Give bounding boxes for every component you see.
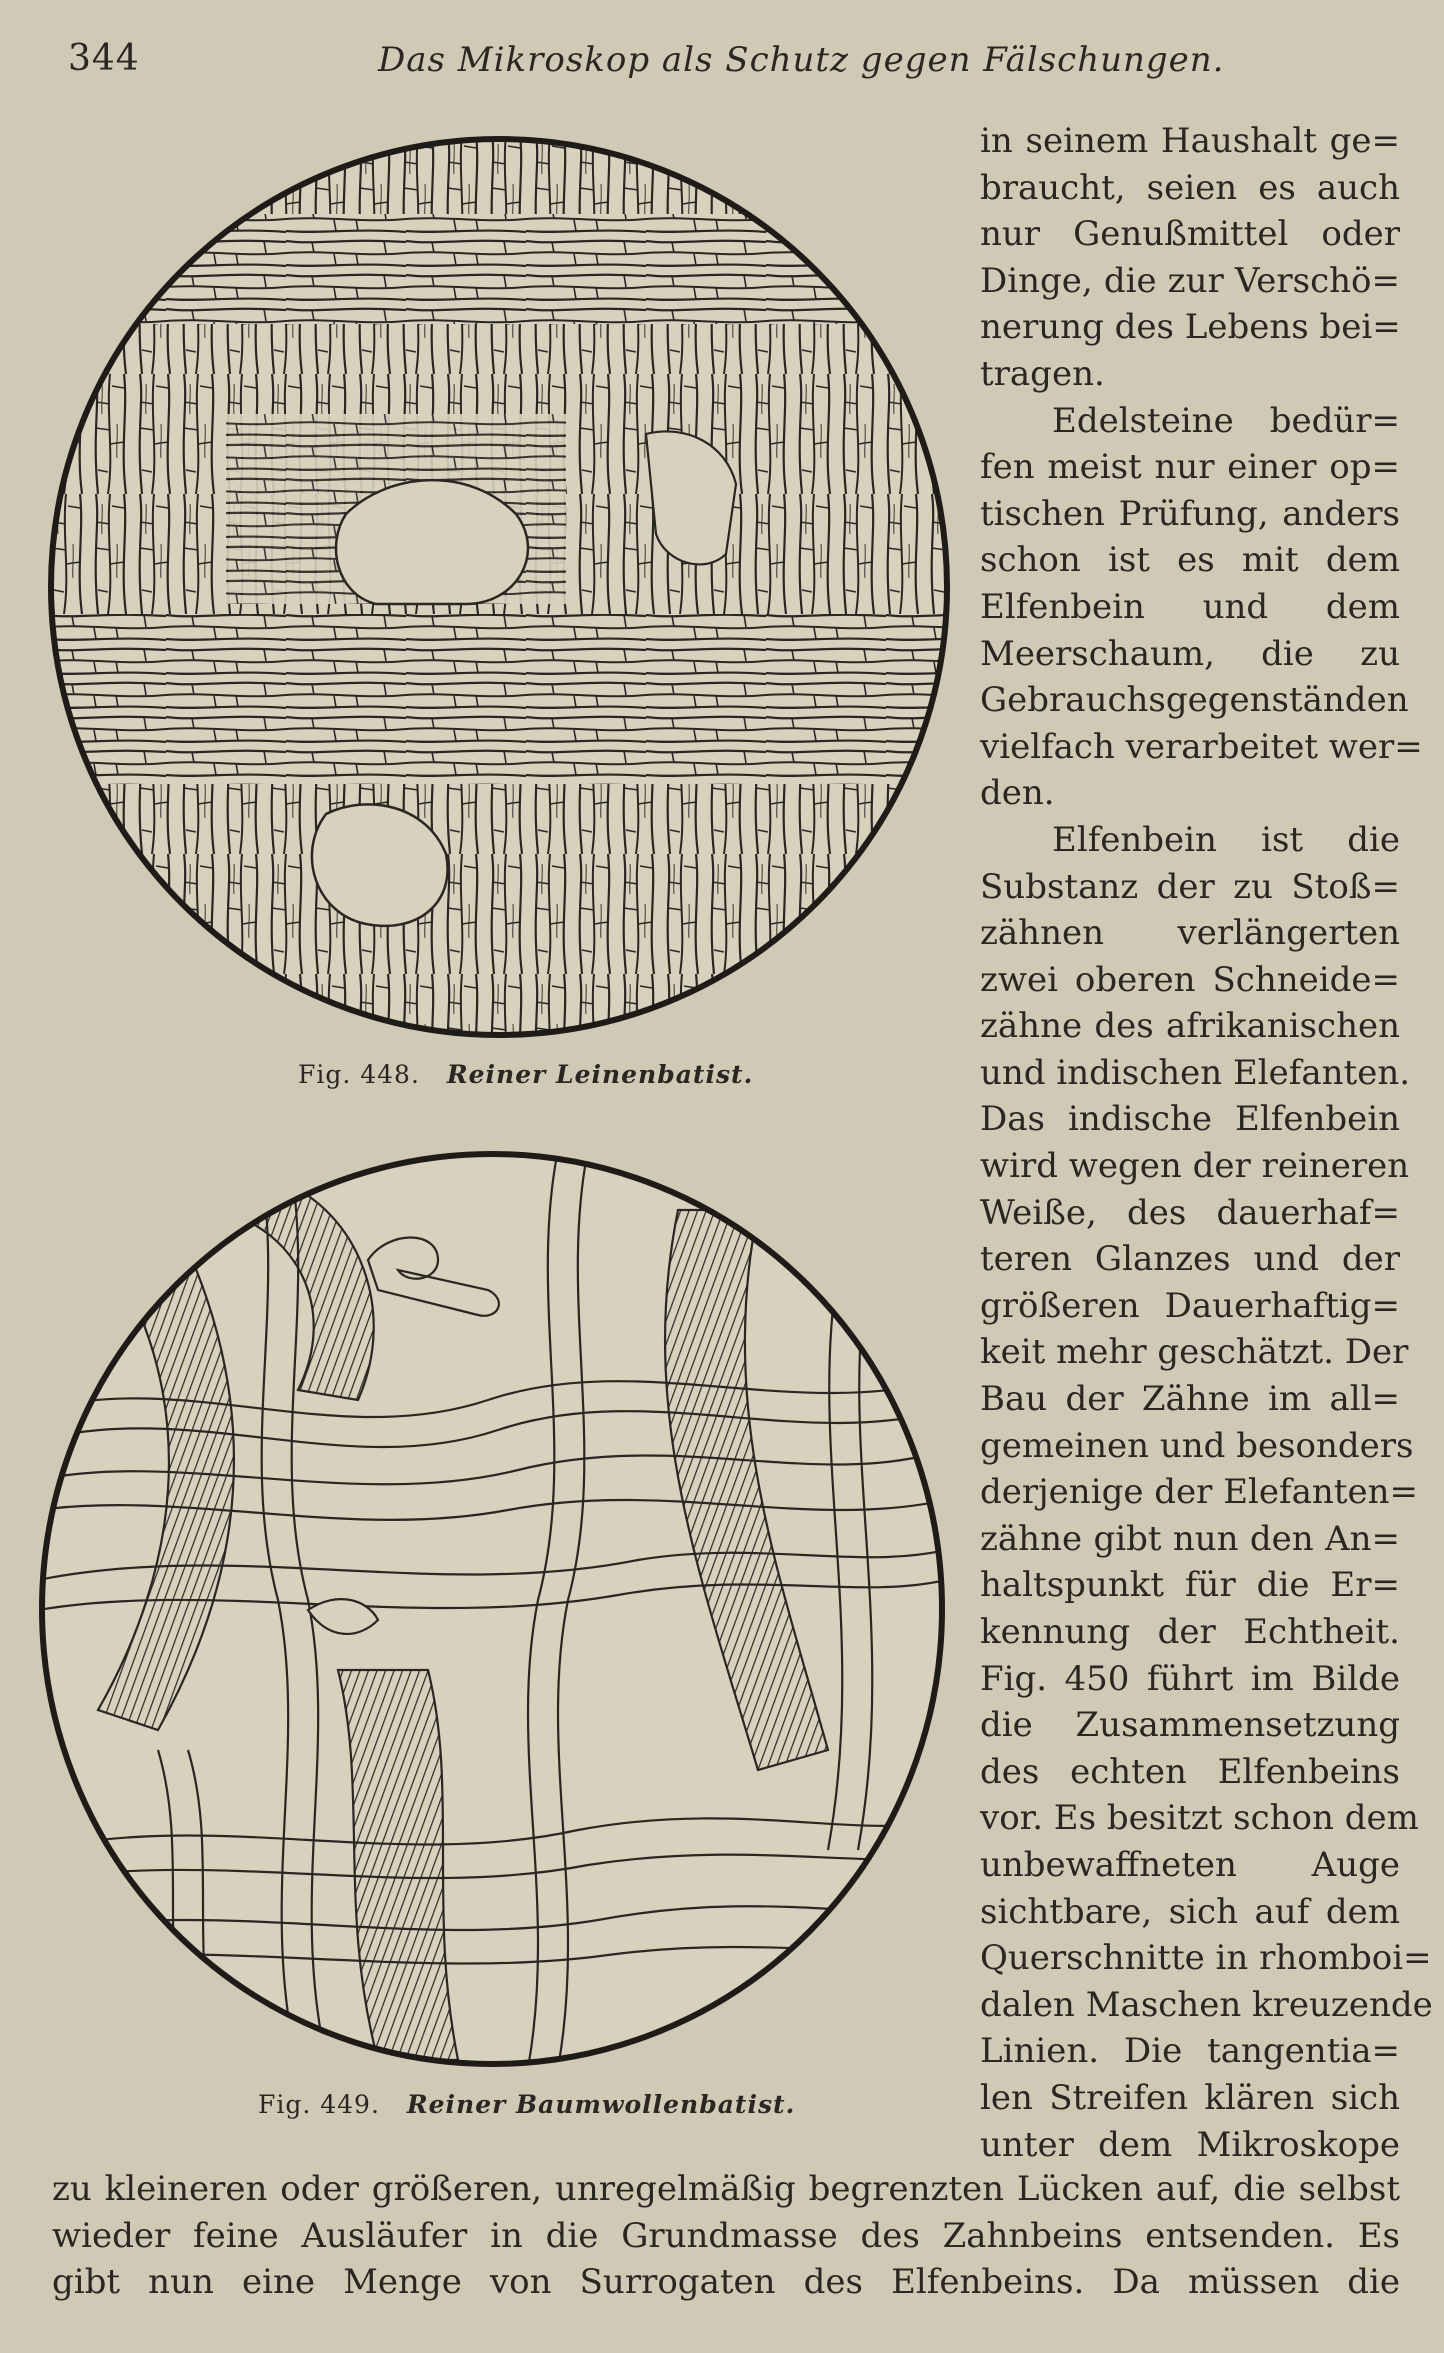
text-line: Substanz der zu Stoß=: [980, 866, 1400, 907]
text-line: wird wegen der reineren: [980, 1146, 1410, 1187]
text-line: Querschnitte in rhomboi=: [980, 1938, 1432, 1979]
text-line: kennung der Echtheit.: [980, 1612, 1400, 1652]
text-line: die Zusammensetzung: [980, 1705, 1400, 1746]
text-line: dalen Maschen kreuzende: [980, 1984, 1433, 2025]
text-line: unter dem Mikroskope: [980, 2124, 1400, 2165]
text-line: nur Genußmittel oder: [980, 214, 1400, 255]
figure-label: Fig. 449.: [258, 2090, 380, 2119]
text-line: gibt nun eine Menge von Surrogaten des Elfenbeins. Da müssen die: [52, 2262, 1400, 2303]
page-header: [68, 30, 1398, 90]
text-line: Elfenbein und dem: [980, 586, 1400, 627]
text-line: Bau der Zähne im all=: [980, 1379, 1400, 1420]
text-line: gemeinen und besonders: [980, 1425, 1414, 1466]
figure-label: Fig. 448.: [298, 1060, 420, 1089]
text-line: zu kleineren oder größeren, unregelmäßig begrenzten Lücken auf, die selbst: [52, 2169, 1400, 2209]
text-line: Das indische Elfenbein: [980, 1099, 1400, 1140]
text-line: tragen.: [980, 353, 1105, 394]
figure-449-cotton-micrograph: [38, 1150, 946, 2068]
text-line: schon ist es mit dem: [980, 540, 1400, 581]
text-line: Fig. 450 führt im Bilde: [980, 1658, 1400, 1699]
text-line: Weiße, des dauerhaf=: [980, 1192, 1400, 1233]
text-line: in seinem Haushalt ge=: [980, 121, 1400, 161]
cotton-fiber-illustration: [38, 1150, 946, 2068]
text-line: sichtbare, sich auf dem: [980, 1891, 1400, 1932]
text-line: tischen Prüfung, anders: [980, 493, 1400, 534]
figure-title: Reiner Baumwollenbatist.: [406, 2090, 796, 2119]
text-line: vor. Es besitzt schon dem: [980, 1798, 1419, 1839]
body-text-column: [980, 118, 1433, 2168]
text-line: Elfenbein ist die: [1052, 819, 1400, 860]
figure-title: Reiner Leinenbatist.: [446, 1060, 754, 1089]
text-line: Meerschaum, die zu: [980, 633, 1400, 674]
text-line: zwei oberen Schneide=: [980, 959, 1400, 1000]
body-text-full-width: [52, 2166, 1400, 2306]
text-line: den.: [980, 773, 1055, 814]
text-line: zähne gibt nun den An=: [980, 1518, 1400, 1559]
text-line: unbewaffneten Auge: [980, 1844, 1400, 1885]
text-line: Dinge, die zur Verschö=: [980, 260, 1400, 301]
text-line: fen meist nur einer op=: [980, 447, 1400, 488]
figure-448-caption: [298, 1060, 753, 1089]
page-number: 344: [68, 38, 140, 79]
text-line: braucht, seien es auch: [980, 167, 1400, 208]
text-line: des echten Elfenbeins: [980, 1751, 1400, 1792]
text-line: Edelsteine bedür=: [1052, 400, 1400, 441]
text-line: zähnen verlängerten: [980, 913, 1400, 954]
text-line: zähne des afrikanischen: [980, 1006, 1400, 1047]
figure-448-linen-micrograph: [46, 134, 952, 1040]
text-line: derjenige der Elefanten=: [980, 1472, 1418, 1513]
text-line: keit mehr geschätzt. Der: [980, 1332, 1409, 1373]
text-line: Gebrauchsgegenständen: [980, 680, 1409, 721]
text-line: vielfach verarbeitet wer=: [980, 726, 1423, 767]
text-line: und indischen Elefanten.: [980, 1052, 1411, 1093]
text-line: wieder feine Ausläufer in die Grundmasse des Zahnbeins entsenden. Es: [52, 2215, 1400, 2256]
text-line: haltspunkt für die Er=: [980, 1565, 1400, 1606]
text-line: Linien. Die tangentia=: [980, 2031, 1400, 2072]
linen-fiber-illustration: [46, 134, 952, 1040]
text-line: teren Glanzes und der: [980, 1239, 1400, 1280]
figure-449-caption: [258, 2090, 795, 2119]
running-head: Das Mikroskop als Schutz gegen Fälschungen.: [378, 40, 1225, 80]
text-line: nerung des Lebens bei=: [980, 307, 1401, 348]
text-line: größeren Dauerhaftig=: [980, 1285, 1400, 1326]
text-line: len Streifen klären sich: [980, 2077, 1400, 2118]
